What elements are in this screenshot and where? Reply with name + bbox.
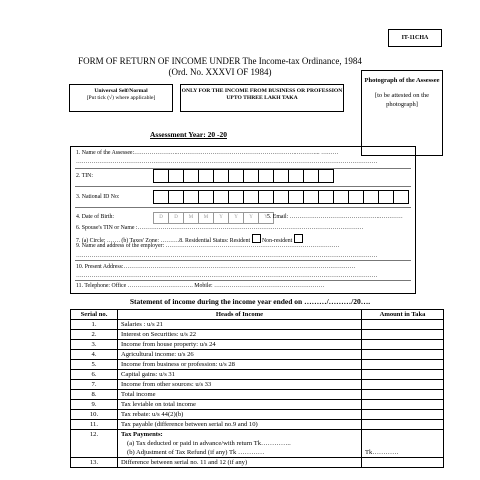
serial-cell: 7. (71, 380, 118, 390)
non-resident-label: Non-resident (262, 238, 293, 244)
table-row-tax-payments (71, 430, 444, 458)
amount-cell[interactable] (362, 360, 444, 370)
amount-cell[interactable] (362, 350, 444, 360)
dob-cell[interactable]: D (168, 212, 184, 224)
serial-cell: 4. (71, 350, 118, 360)
serial-cell: 6. (71, 370, 118, 380)
head-cell: Difference between serial no. 11 and 12 (if any) (118, 458, 362, 468)
table-row (71, 458, 444, 468)
head-cell: Tax rebate: u/s 44(2)(b) (118, 410, 362, 420)
amount-cell[interactable] (362, 420, 444, 430)
dob-cell[interactable]: D (153, 212, 169, 224)
serial-cell: 8. (71, 390, 118, 400)
telephone-field[interactable]: 11. Telephone: Office ……………………………. Mobile: ………………………………………………… (76, 283, 325, 289)
head-cell: Income from business or profession: u/s 28 (118, 360, 362, 370)
business-note-box: ONLY FOR THE INCOME FROM BUSINESS OR PROFESSION UPTO THREE LAKH TAKA (180, 84, 344, 112)
divider (75, 260, 411, 261)
amount-cell[interactable] (362, 370, 444, 380)
head-cell: Income from other sources: u/s 33 (118, 380, 362, 390)
serial-cell: 10. (71, 410, 118, 420)
assessment-year: Assessment Year: 20 -20 (150, 130, 227, 139)
resident-checkbox[interactable] (252, 234, 261, 243)
header-heads: Heads of Income (118, 310, 362, 320)
head-cell: Capital gains: u/s 31 (118, 370, 362, 380)
divider (75, 186, 411, 187)
amount-cell[interactable] (362, 390, 444, 400)
serial-cell: 11. (71, 420, 118, 430)
dob-cells[interactable] (153, 212, 273, 224)
amount-cell[interactable] (362, 400, 444, 410)
header-serial: Serial no. (71, 310, 118, 320)
table-row (71, 320, 444, 330)
head-cell: Interest on Securities: u/s 22 (118, 330, 362, 340)
self-normal-box[interactable] (69, 84, 173, 112)
form-title-line1: FORM OF RETURN OF INCOME UNDER The Income-tax Ordinance, 1984 (78, 56, 362, 66)
head-cell: Salaries : u/s 21 (118, 320, 362, 330)
photo-box (361, 70, 443, 156)
serial-cell: 2. (71, 330, 118, 340)
table-row (71, 360, 444, 370)
assessee-name-field[interactable]: 1. Name of the Assessee:…………………..……………………………………………………..……….... ……… (76, 150, 339, 156)
tax-payment-b[interactable]: (b) Adjustment of Tax Refund (if any) Tk ………… (127, 449, 265, 456)
table-row (71, 420, 444, 430)
serial-cell: 3. (71, 340, 118, 350)
dob-cell[interactable]: Y (228, 212, 244, 224)
dob-label: 4. Date of Birth: (76, 214, 114, 220)
table-row (71, 400, 444, 410)
table-row (71, 340, 444, 350)
tax-payments-label: Tax Payments: (121, 431, 163, 438)
head-cell: Agricultural income: u/s 26 (118, 350, 362, 360)
amount-cell[interactable] (362, 410, 444, 420)
head-cell: Income from house property: u/s 24 (118, 340, 362, 350)
header-amount: Amount in Taka (362, 310, 444, 320)
present-address-field[interactable]: 10. Present Address:………………………………………………………………………………………………………… (76, 264, 356, 270)
dob-cell[interactable]: M (183, 212, 199, 224)
amount-cell[interactable] (362, 380, 444, 390)
head-cell: Tax leviable on total income (118, 400, 362, 410)
serial-cell: 13. (71, 458, 118, 468)
amount-cell[interactable] (362, 330, 444, 340)
dob-cell[interactable]: M (198, 212, 214, 224)
tin-label: 2. TIN: (76, 173, 93, 179)
photo-box-title: Photograph of the Assessee (364, 77, 440, 84)
employer-field[interactable]: 9. Name and address of the employer: ……………………………………………………………………………… (76, 243, 340, 249)
form-title-line2: (Ord. No. XXXVI OF 1984) (168, 67, 272, 77)
divider (75, 207, 411, 208)
photo-box-note: [to be attested on the photograph] (374, 92, 430, 108)
head-cell: Total income (118, 390, 362, 400)
income-table (70, 309, 444, 468)
nid-cells[interactable] (153, 190, 408, 204)
divider (75, 280, 411, 281)
amount-cell[interactable] (362, 340, 444, 350)
serial-cell: 12. (71, 430, 118, 458)
dob-cell[interactable]: Y (243, 212, 259, 224)
table-row (71, 370, 444, 380)
tax-payment-a[interactable]: (a) Tax deducted or paid in advance/with return Tk………….. (127, 440, 291, 447)
form-title (60, 56, 380, 78)
table-row (71, 410, 444, 420)
table-row (71, 330, 444, 340)
tin-cells[interactable] (153, 169, 333, 183)
circle-zone-status-text: 7. (a) Circle: ……. (b) Taxes' Zone: ……….8. Residential Status: Resident (76, 238, 251, 244)
email-field[interactable]: 5. Email: ………………………………………..………… (267, 214, 403, 220)
dob-cell[interactable]: Y (258, 212, 274, 224)
dob-cell[interactable]: Y (213, 212, 229, 224)
present-address-cont: ………………………………………………………………………………………………………………………………………… (76, 273, 378, 279)
serial-cell: 9. (71, 400, 118, 410)
table-header-row (71, 310, 444, 320)
table-row (71, 350, 444, 360)
amount-cell[interactable]: Tk………… (362, 430, 444, 458)
head-cell: Tax payable (difference between serial no.9 and 10) (118, 420, 362, 430)
assessee-name-cont: ………………………………………………………………………………………………………………………………………… (76, 159, 378, 165)
serial-cell: 5. (71, 360, 118, 370)
table-row (71, 390, 444, 400)
assessee-info-box (70, 146, 416, 294)
head-cell (118, 430, 362, 458)
serial-cell: 1. (71, 320, 118, 330)
spouse-field[interactable]: 6. Spouse's TIN or Name :……………………………………………………………………………………………………… (76, 225, 364, 231)
amount-cell[interactable] (362, 458, 444, 468)
table-row (71, 380, 444, 390)
statement-title: Statement of income during the income year ended on ………/………/20…. (129, 297, 371, 306)
self-normal-note: [Put tick (√) where applicable] (86, 95, 156, 101)
self-normal-title: Universal Self/Normal (94, 88, 148, 94)
non-resident-checkbox[interactable] (294, 234, 303, 243)
amount-cell[interactable] (362, 320, 444, 330)
form-code: IT-11CHA (388, 29, 442, 47)
employer-cont: ………………………………………………………………………………………………………………………………………… (76, 253, 378, 259)
nid-label: 3. National ID No: (76, 194, 120, 200)
